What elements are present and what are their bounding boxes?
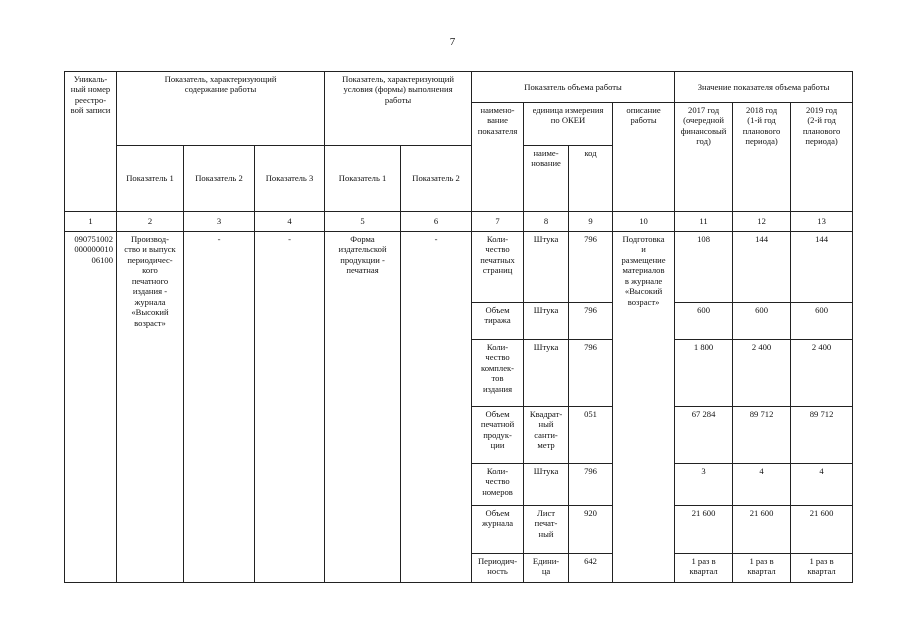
unit-code-header: код bbox=[569, 146, 613, 212]
value-2019-cell: 600 bbox=[791, 303, 853, 340]
value-2019-cell: 89 712 bbox=[791, 407, 853, 464]
unique-number-header: Уникаль- ный номер реестро- вой записи bbox=[65, 72, 117, 212]
column-number: 7 bbox=[472, 212, 524, 232]
work-volume-table bbox=[64, 71, 853, 583]
value-2018-cell: 1 раз в квартал bbox=[733, 554, 791, 583]
indicator-name-cell: Объем печатной продук- ции bbox=[472, 407, 524, 464]
unit-code-cell: 796 bbox=[569, 464, 613, 506]
volume-value-header: Значение показателя объема работы bbox=[675, 72, 853, 103]
unit-name-cell: Едини- ца bbox=[524, 554, 569, 583]
value-2019-cell: 21 600 bbox=[791, 506, 853, 554]
content-indicator-2-header: Показатель 2 bbox=[184, 146, 255, 212]
column-number: 9 bbox=[569, 212, 613, 232]
column-number: 6 bbox=[401, 212, 472, 232]
indicator-name-cell: Коли- чество комплек- тов издания bbox=[472, 340, 524, 407]
condition-indicator-2-header: Показатель 2 bbox=[401, 146, 472, 212]
indicator-name-cell: Объем тиража bbox=[472, 303, 524, 340]
unit-code-cell: 796 bbox=[569, 232, 613, 303]
column-number: 2 bbox=[117, 212, 184, 232]
value-2018-cell: 89 712 bbox=[733, 407, 791, 464]
unit-name-cell: Штука bbox=[524, 232, 569, 303]
column-number: 4 bbox=[255, 212, 325, 232]
column-number: 13 bbox=[791, 212, 853, 232]
value-2017-cell: 67 284 bbox=[675, 407, 733, 464]
column-number: 11 bbox=[675, 212, 733, 232]
work-description-header: описание работы bbox=[613, 103, 675, 212]
value-2017-cell: 21 600 bbox=[675, 506, 733, 554]
unit-name-cell: Штука bbox=[524, 340, 569, 407]
header-row-main bbox=[65, 72, 853, 103]
condition-indicator-2-cell: - bbox=[401, 232, 472, 583]
column-number: 3 bbox=[184, 212, 255, 232]
content-indicator-1-header: Показатель 1 bbox=[117, 146, 184, 212]
unit-name-cell: Лист печат- ный bbox=[524, 506, 569, 554]
value-2018-cell: 21 600 bbox=[733, 506, 791, 554]
conditions-indicator-header: Показатель, характеризующий условия (формы) выполнения работы bbox=[325, 72, 472, 146]
year-2019-header: 2019 год (2-й год планового периода) bbox=[791, 103, 853, 212]
indicator-name-cell: Коли- чество номеров bbox=[472, 464, 524, 506]
unit-code-cell: 796 bbox=[569, 340, 613, 407]
unit-code-cell: 642 bbox=[569, 554, 613, 583]
year-2017-header: 2017 год (очередной финансовый год) bbox=[675, 103, 733, 212]
column-number: 12 bbox=[733, 212, 791, 232]
column-number: 1 bbox=[65, 212, 117, 232]
value-2017-cell: 3 bbox=[675, 464, 733, 506]
indicator-name-cell: Периодич- ность bbox=[472, 554, 524, 583]
unit-name-header: наиме- нование bbox=[524, 146, 569, 212]
value-2019-cell: 4 bbox=[791, 464, 853, 506]
content-indicator-2-cell: - bbox=[184, 232, 255, 583]
unit-code-cell: 920 bbox=[569, 506, 613, 554]
indicator-name-header: наимено- вание показателя bbox=[472, 103, 524, 212]
volume-indicator-header: Показатель объема работы bbox=[472, 72, 675, 103]
unit-name-cell: Штука bbox=[524, 303, 569, 340]
column-number: 10 bbox=[613, 212, 675, 232]
unit-name-cell: Квадрат- ный санти- метр bbox=[524, 407, 569, 464]
value-2017-cell: 600 bbox=[675, 303, 733, 340]
value-2019-cell: 144 bbox=[791, 232, 853, 303]
value-2018-cell: 4 bbox=[733, 464, 791, 506]
indicator-name-cell: Объем журнала bbox=[472, 506, 524, 554]
year-2018-header: 2018 год (1-й год планового периода) bbox=[733, 103, 791, 212]
value-2017-cell: 108 bbox=[675, 232, 733, 303]
condition-indicator-1-cell: Форма издательской продукции - печатная bbox=[325, 232, 401, 583]
unit-okei-header: единица измерения по ОКЕИ bbox=[524, 103, 613, 146]
content-indicator-3-header: Показатель 3 bbox=[255, 146, 325, 212]
content-indicator-header: Показатель, характеризующий содержание работы bbox=[117, 72, 325, 146]
work-description-cell: Подготовка и размещение материалов в журнале «Высокий возраст» bbox=[613, 232, 675, 583]
column-number: 8 bbox=[524, 212, 569, 232]
unit-code-cell: 796 bbox=[569, 303, 613, 340]
condition-indicator-1-header: Показатель 1 bbox=[325, 146, 401, 212]
content-indicator-3-cell: - bbox=[255, 232, 325, 583]
value-2017-cell: 1 800 bbox=[675, 340, 733, 407]
value-2018-cell: 600 bbox=[733, 303, 791, 340]
content-indicator-1-cell: Производ- ство и выпуск периодичес- кого печатного издания - журнала «Высокий возраст» bbox=[117, 232, 184, 583]
page-number: 7 bbox=[449, 36, 456, 48]
registry-number-cell: 090751002 000000010 06100 bbox=[65, 232, 117, 583]
value-2019-cell: 1 раз в квартал bbox=[791, 554, 853, 583]
value-2019-cell: 2 400 bbox=[791, 340, 853, 407]
column-number-row bbox=[65, 212, 853, 232]
indicator-name-cell: Коли- чество печатных страниц bbox=[472, 232, 524, 303]
value-2018-cell: 2 400 bbox=[733, 340, 791, 407]
value-2017-cell: 1 раз в квартал bbox=[675, 554, 733, 583]
column-number: 5 bbox=[325, 212, 401, 232]
unit-code-cell: 051 bbox=[569, 407, 613, 464]
value-2018-cell: 144 bbox=[733, 232, 791, 303]
table-row bbox=[65, 232, 853, 303]
unit-name-cell: Штука bbox=[524, 464, 569, 506]
